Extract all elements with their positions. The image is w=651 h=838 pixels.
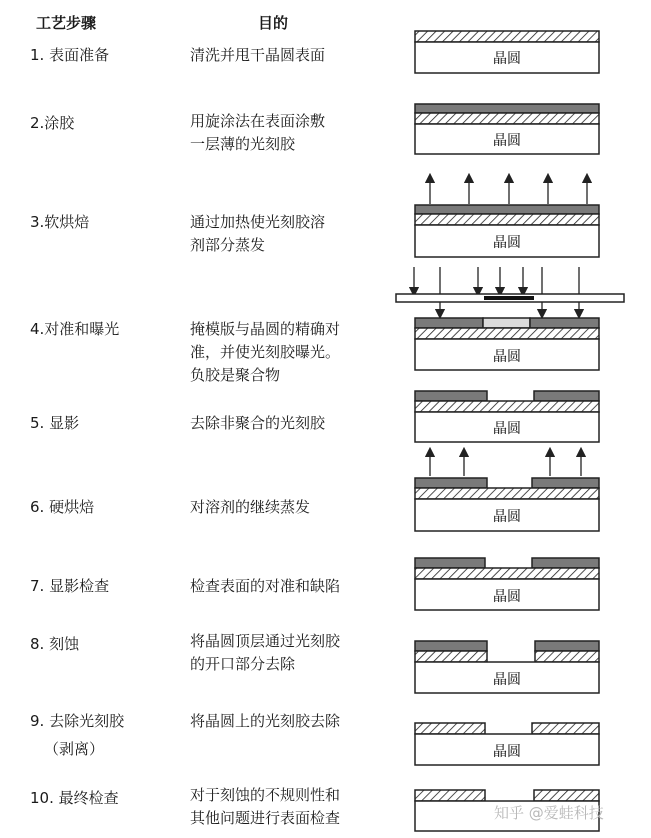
step-label: 5. 显影 — [30, 414, 80, 432]
heat-arrows-step3 — [430, 178, 587, 204]
step-label: 4.对准和曝光 — [30, 320, 120, 338]
step-label-sub: （剥离） — [44, 740, 105, 758]
wafer-label: 晶圆 — [493, 133, 521, 149]
purpose-line: 准，并使光刻胶曝光。 — [190, 343, 341, 361]
purpose-line: 剂部分蒸发 — [190, 236, 266, 254]
step-label: 8. 刻蚀 — [30, 635, 80, 653]
purpose-line: 对溶剂的继续蒸发 — [190, 498, 311, 516]
wafer-label: 晶圆 — [493, 235, 521, 251]
step-label: 3.软烘焙 — [30, 213, 90, 231]
wafer-label: 晶圆 — [493, 421, 521, 437]
purpose-line: 清洗并甩干晶圆表面 — [190, 46, 326, 64]
step-column-header: 工艺步骤 — [36, 14, 97, 32]
wafer-label: 晶圆 — [493, 509, 521, 525]
step-label: 1. 表面准备 — [30, 46, 110, 64]
purpose-line: 的开口部分去除 — [190, 655, 296, 673]
wafer-label: 晶圆 — [493, 672, 521, 688]
purpose-line: 负胶是聚合物 — [190, 366, 281, 384]
step-label: 7. 显影检查 — [30, 577, 110, 595]
exposure-arrows-step4 — [414, 267, 579, 314]
purpose-line: 掩模版与晶圆的精确对 — [190, 320, 341, 338]
step-label: 6. 硬烘焙 — [30, 498, 95, 516]
purpose-column-header: 目的 — [258, 14, 289, 32]
photomask — [396, 294, 624, 302]
wafer-label: 晶圆 — [493, 349, 521, 365]
purpose-line: 将晶圆上的光刻胶去除 — [190, 712, 341, 730]
wafer-label: 晶圆 — [493, 589, 521, 605]
purpose-line: 对于刻蚀的不规则性和 — [190, 786, 341, 804]
purpose-line: 去除非聚合的光刻胶 — [190, 414, 326, 432]
wafer-label: 晶圆 — [493, 744, 521, 760]
purpose-line: 检查表面的对准和缺陷 — [190, 577, 341, 595]
step-label: 2.涂胶 — [30, 114, 75, 132]
step-label: 10. 最终检查 — [30, 789, 119, 807]
purpose-line: 将晶圆顶层通过光刻胶 — [190, 632, 341, 650]
purpose-line: 一层薄的光刻胶 — [190, 135, 296, 153]
purpose-line: 通过加热使光刻胶溶 — [190, 213, 326, 231]
step-label: 9. 去除光刻胶 — [30, 712, 125, 730]
watermark-text: 知乎 @爱蛙科技 — [494, 804, 604, 822]
purpose-line: 用旋涂法在表面涂敷 — [190, 112, 326, 130]
wafer-label: 晶圆 — [493, 51, 521, 67]
purpose-line: 其他问题进行表面检查 — [190, 809, 341, 827]
heat-arrows-step6 — [430, 452, 581, 476]
